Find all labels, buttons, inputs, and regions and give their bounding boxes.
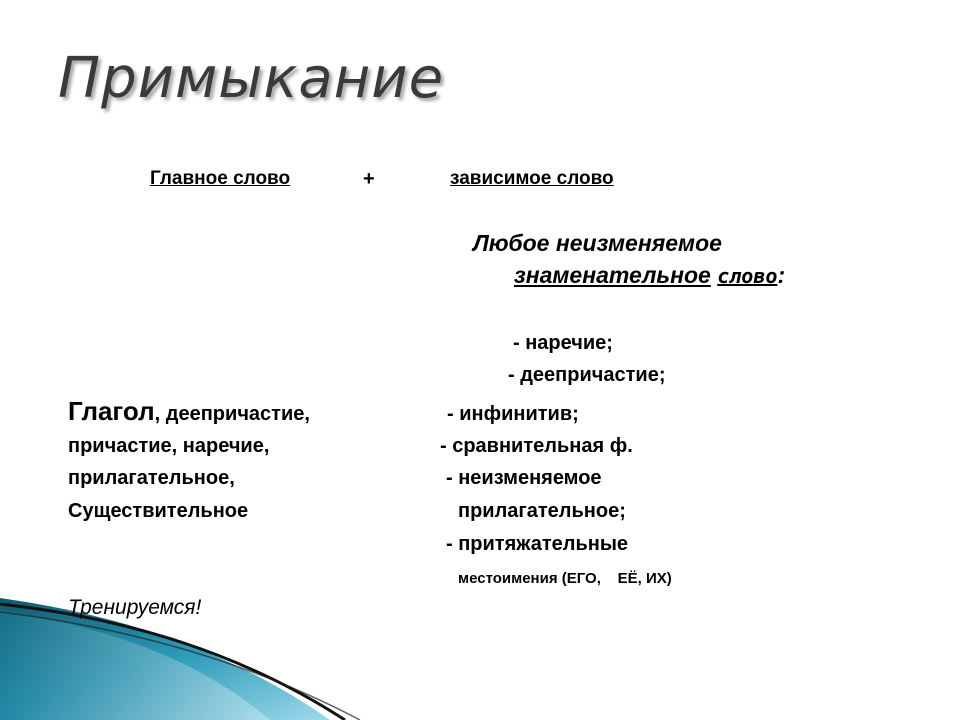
item-possessive-line-1: - притяжательные (446, 533, 629, 555)
main-words-line-1-rest: , деепричастие, (154, 403, 310, 425)
definition-word: слово (717, 264, 778, 288)
main-words-line-1 (68, 396, 310, 427)
item-invariable-line-2: прилагательное; (458, 500, 626, 522)
dependent-word-header: зависимое слово (450, 168, 614, 189)
item-comparative: - сравнительная ф. (440, 435, 633, 457)
definition-colon: : (777, 262, 786, 288)
main-word-header: Главное слово (150, 168, 291, 189)
definition-line-2 (514, 262, 785, 289)
main-words-line-2: причастие, наречие, (68, 435, 270, 457)
item-infinitive: - инфинитив; (447, 403, 579, 425)
practice-note: Тренируемся! (68, 596, 202, 619)
main-word-verb: Глагол (68, 396, 155, 426)
slide-title: Примыкание (58, 46, 445, 111)
item-invariable-line-1: - неизменяемое (446, 467, 602, 489)
definition-line-1: Любое неизменяемое (473, 230, 722, 256)
item-possessive-line-2: местоимения (ЕГО, ЕЁ, ИХ) (458, 570, 672, 587)
item-adverb: - наречие; (513, 332, 613, 354)
main-words-line-3: прилагательное, (68, 467, 235, 489)
plus-sign: + (363, 168, 375, 190)
definition-underlined-word: знаменательное (514, 262, 711, 288)
main-words-line-4: Существительное (68, 500, 249, 522)
item-gerund: - деепричастие; (508, 364, 666, 386)
